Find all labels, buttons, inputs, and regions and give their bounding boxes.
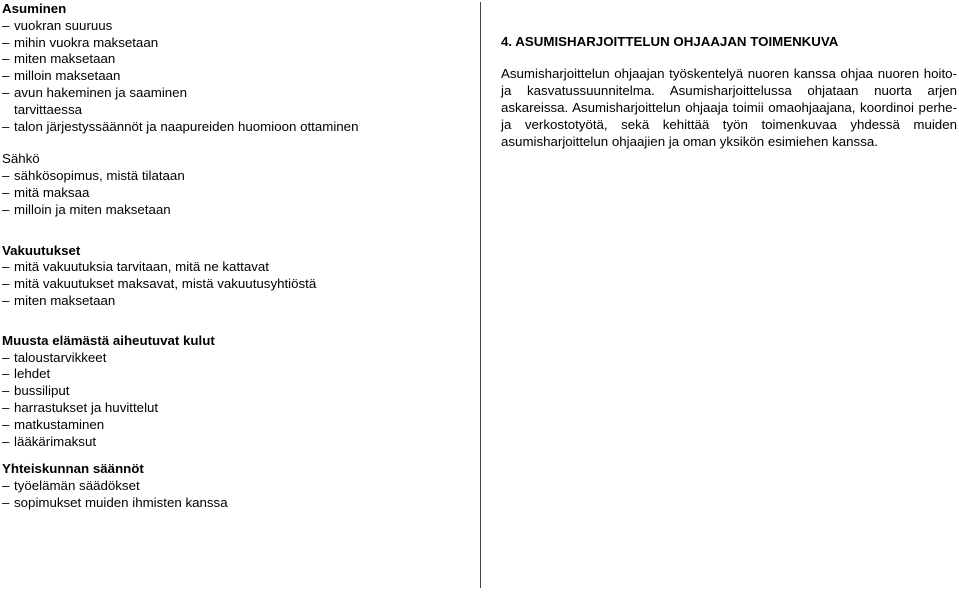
- dash-bullet: –: [2, 433, 10, 449]
- list-item: – vuokran suuruus: [2, 17, 113, 33]
- section-vakuutukset: [2, 243, 472, 310]
- section-sahko: [2, 151, 472, 218]
- list-item-continuation: tarvittaessa: [14, 101, 82, 117]
- list-item: – mitä vakuutuksia tarvitaan, mitä ne kattavat: [2, 259, 269, 275]
- list-item: – miten maksetaan: [2, 51, 116, 67]
- list-item: – mitä maksaa: [2, 184, 90, 200]
- list-item: – sopimukset muiden ihmisten kanssa: [2, 494, 228, 510]
- right-column: [501, 34, 957, 150]
- section-heading: Sähkö: [2, 151, 40, 167]
- list-item: – milloin maksetaan: [2, 68, 121, 84]
- dash-bullet: –: [2, 84, 10, 100]
- section-heading: Yhteiskunnan säännöt: [2, 461, 144, 477]
- section-heading: Vakuutukset: [2, 242, 81, 258]
- section-heading: Asuminen: [2, 1, 67, 16]
- list-item: – milloin ja miten maksetaan: [2, 201, 171, 217]
- list-item: – taloustarvikkeet: [2, 349, 107, 365]
- dash-bullet: –: [2, 416, 10, 432]
- dash-bullet: –: [2, 399, 10, 415]
- dash-bullet: –: [2, 383, 10, 399]
- dash-bullet: –: [2, 34, 10, 50]
- dash-bullet: –: [2, 118, 10, 134]
- list-item: – työelämän säädökset: [2, 478, 140, 494]
- dash-bullet: –: [2, 51, 10, 67]
- dash-bullet: –: [2, 478, 10, 494]
- list-item: – bussiliput: [2, 383, 70, 399]
- list-item: – avun hakeminen ja saaminen: [2, 84, 187, 100]
- dash-bullet: –: [2, 168, 10, 184]
- list-item: – lehdet: [2, 366, 51, 382]
- section-asuminen: [2, 1, 472, 135]
- section-heading: Muusta elämästä aiheutuvat kulut: [2, 332, 215, 348]
- list-item: – matkustaminen: [2, 416, 105, 432]
- dash-bullet: –: [2, 292, 10, 308]
- list-item: – harrastukset ja huvittelut: [2, 399, 159, 415]
- dash-bullet: –: [2, 17, 10, 33]
- body-paragraph: Asumisharjoittelun ohjaajan työskentelyä nuoren kanssa ohjaa nuoren hoito- ja kasvatussuunnitelma. Asumisharjoittelussa ohjataan nuorta arjen askareissa. Asumisharjoittelun ohjaaja toimii omaohjaajana, koordinoi perhe- ja verkostotyötä, sekä kehittää työn toimenkuvaa yhdessä muiden asumisharjoittelun ohjaajien ja oman yksikön esimiehen kanssa.: [501, 65, 957, 149]
- section-title: 4. ASUMISHARJOITTELUN OHJAAJAN TOIMENKUVA: [501, 34, 839, 49]
- dash-bullet: –: [2, 259, 10, 275]
- list-item: – miten maksetaan: [2, 292, 116, 308]
- dash-bullet: –: [2, 276, 10, 292]
- dash-bullet: –: [2, 184, 10, 200]
- list-item: – sähkösopimus, mistä tilataan: [2, 168, 185, 184]
- list-item: – mitä vakuutukset maksavat, mistä vakuutusyhtiöstä: [2, 276, 317, 292]
- dash-bullet: –: [2, 349, 10, 365]
- dash-bullet: –: [2, 201, 10, 217]
- dash-bullet: –: [2, 68, 10, 84]
- section-muut-kulut: [2, 333, 472, 451]
- list-item: – talon järjestyssäännöt ja naapureiden huomioon ottaminen: [2, 118, 359, 134]
- list-item: – lääkärimaksut: [2, 433, 97, 449]
- section-saannot: [2, 461, 472, 511]
- list-item: – mihin vuokra maksetaan: [2, 34, 159, 50]
- dash-bullet: –: [2, 366, 10, 382]
- left-column: [2, 1, 472, 512]
- column-divider: [480, 2, 481, 588]
- dash-bullet: –: [2, 494, 10, 510]
